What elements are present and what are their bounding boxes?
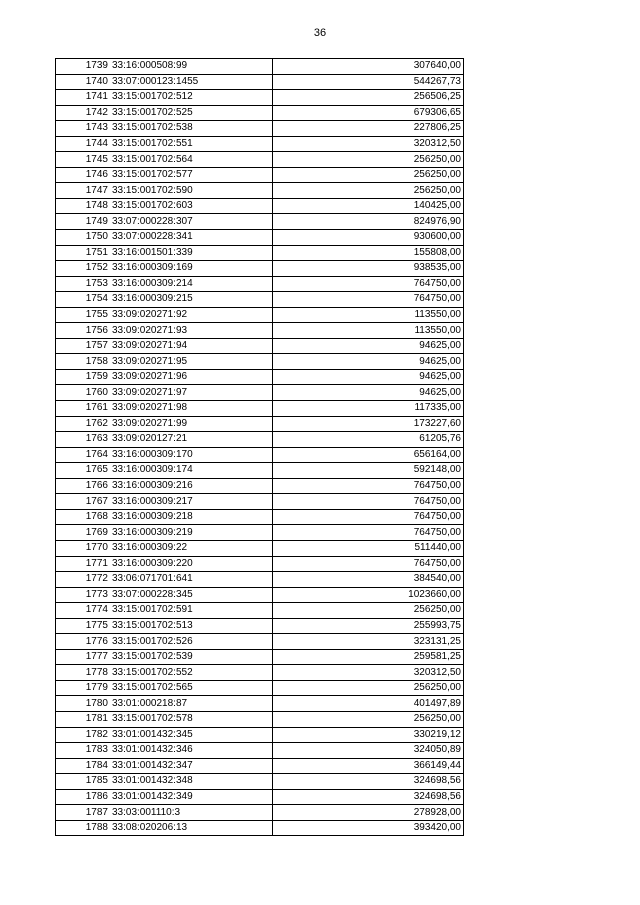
table-row: [56, 774, 464, 790]
table-row: [56, 369, 464, 385]
row-number-cell: 1774: [56, 603, 111, 619]
row-number-cell: 1766: [56, 478, 111, 494]
page-number: 36: [313, 27, 327, 39]
cadastral-number-cell: 33:15:001702:603: [110, 198, 273, 214]
cadastral-value-cell: 511440,00: [273, 540, 464, 556]
cadastral-number-cell: 33:01:000218:87: [110, 696, 273, 712]
table-row: [56, 245, 464, 261]
cadastral-number-cell: 33:09:020271:94: [110, 338, 273, 354]
cadastral-value-cell: 323131,25: [273, 634, 464, 650]
row-number-cell: 1759: [56, 369, 111, 385]
table-row: [56, 416, 464, 432]
row-number-cell: 1743: [56, 121, 111, 137]
table-row: [56, 478, 464, 494]
cadastral-value-cell: 255993,75: [273, 618, 464, 634]
table-row: [56, 401, 464, 417]
cadastral-value-cell: 94625,00: [273, 354, 464, 370]
cadastral-number-cell: 33:15:001702:590: [110, 183, 273, 199]
cadastral-value-cell: 393420,00: [273, 820, 464, 836]
table-row: [56, 307, 464, 323]
cadastral-number-cell: 33:07:000228:345: [110, 587, 273, 603]
row-number-cell: 1769: [56, 525, 111, 541]
table-row: [56, 447, 464, 463]
cadastral-number-cell: 33:01:001432:346: [110, 743, 273, 759]
cadastral-value-cell: 384540,00: [273, 572, 464, 588]
table-row: [56, 618, 464, 634]
cadastral-number-cell: 33:03:001110:3: [110, 805, 273, 821]
cadastral-value-cell: 278928,00: [273, 805, 464, 821]
row-number-cell: 1762: [56, 416, 111, 432]
cadastral-value-cell: 94625,00: [273, 385, 464, 401]
cadastral-value-cell: 256250,00: [273, 680, 464, 696]
cadastral-value-cell: 764750,00: [273, 478, 464, 494]
cadastral-number-cell: 33:07:000123:1455: [110, 74, 273, 90]
cadastral-value-cell: 94625,00: [273, 369, 464, 385]
row-number-cell: 1748: [56, 198, 111, 214]
cadastral-value-cell: 330219,12: [273, 727, 464, 743]
table-row: [56, 152, 464, 168]
cadastral-value-cell: 324050,89: [273, 743, 464, 759]
row-number-cell: 1780: [56, 696, 111, 712]
row-number-cell: 1764: [56, 447, 111, 463]
table-row: [56, 494, 464, 510]
cadastral-value-cell: 679306,65: [273, 105, 464, 121]
cadastral-number-cell: 33:16:000309:216: [110, 478, 273, 494]
cadastral-number-cell: 33:15:001702:578: [110, 711, 273, 727]
table-row: [56, 214, 464, 230]
cadastral-value-cell: 764750,00: [273, 525, 464, 541]
cadastral-value-cell: 324698,56: [273, 774, 464, 790]
cadastral-value-cell: 544267,73: [273, 74, 464, 90]
table-row: [56, 603, 464, 619]
table-row: [56, 230, 464, 246]
cadastral-value-cell: 324698,56: [273, 789, 464, 805]
table-row: [56, 509, 464, 525]
cadastral-number-cell: 33:16:001501:339: [110, 245, 273, 261]
cadastral-number-cell: 33:15:001702:539: [110, 649, 273, 665]
table-row: [56, 758, 464, 774]
table-row: [56, 198, 464, 214]
table-row: [56, 525, 464, 541]
cadastral-number-cell: 33:06:071701:641: [110, 572, 273, 588]
cadastral-number-cell: 33:16:000309:22: [110, 540, 273, 556]
cadastral-value-cell: 256250,00: [273, 183, 464, 199]
cadastral-number-cell: 33:15:001702:577: [110, 167, 273, 183]
row-number-cell: 1752: [56, 261, 111, 277]
cadastral-number-cell: 33:16:000309:220: [110, 556, 273, 572]
cadastral-number-cell: 33:16:000309:215: [110, 292, 273, 308]
table-row: [56, 276, 464, 292]
cadastral-number-cell: 33:07:000228:341: [110, 230, 273, 246]
cadastral-value-cell: 320312,50: [273, 665, 464, 681]
cadastral-value-cell: 764750,00: [273, 556, 464, 572]
table-row: [56, 463, 464, 479]
row-number-cell: 1775: [56, 618, 111, 634]
cadastral-number-cell: 33:15:001702:538: [110, 121, 273, 137]
cadastral-number-cell: 33:09:020271:99: [110, 416, 273, 432]
cadastral-number-cell: 33:15:001702:513: [110, 618, 273, 634]
table-row: [56, 338, 464, 354]
cadastral-number-cell: 33:16:000309:219: [110, 525, 273, 541]
table-row: [56, 805, 464, 821]
row-number-cell: 1740: [56, 74, 111, 90]
table-row: [56, 59, 464, 75]
cadastral-value-cell: 140425,00: [273, 198, 464, 214]
cadastral-value-cell: 592148,00: [273, 463, 464, 479]
cadastral-value-cell: 94625,00: [273, 338, 464, 354]
cadastral-number-cell: 33:16:000309:218: [110, 509, 273, 525]
row-number-cell: 1784: [56, 758, 111, 774]
cadastral-value-cell: 764750,00: [273, 494, 464, 510]
cadastral-value-cell: 173227,60: [273, 416, 464, 432]
row-number-cell: 1758: [56, 354, 111, 370]
cadastral-value-cell: 1023660,00: [273, 587, 464, 603]
row-number-cell: 1754: [56, 292, 111, 308]
cadastral-number-cell: 33:09:020271:96: [110, 369, 273, 385]
cadastral-number-cell: 33:09:020271:98: [110, 401, 273, 417]
row-number-cell: 1779: [56, 680, 111, 696]
cadastral-number-cell: 33:16:000309:169: [110, 261, 273, 277]
table-row: [56, 820, 464, 836]
table-row: [56, 789, 464, 805]
table-row: [56, 556, 464, 572]
row-number-cell: 1787: [56, 805, 111, 821]
table-row: [56, 711, 464, 727]
cadastral-value-cell: 764750,00: [273, 509, 464, 525]
cadastral-value-cell: 401497,89: [273, 696, 464, 712]
row-number-cell: 1753: [56, 276, 111, 292]
cadastral-value-cell: 320312,50: [273, 136, 464, 152]
cadastral-value-cell: 656164,00: [273, 447, 464, 463]
cadastral-value-cell: 117335,00: [273, 401, 464, 417]
cadastral-value-cell: 256250,00: [273, 711, 464, 727]
table-row: [56, 183, 464, 199]
row-number-cell: 1767: [56, 494, 111, 510]
row-number-cell: 1788: [56, 820, 111, 836]
cadastral-value-cell: 764750,00: [273, 292, 464, 308]
row-number-cell: 1760: [56, 385, 111, 401]
cadastral-value-cell: 764750,00: [273, 276, 464, 292]
row-number-cell: 1745: [56, 152, 111, 168]
cadastral-number-cell: 33:09:020271:97: [110, 385, 273, 401]
cadastral-number-cell: 33:15:001702:526: [110, 634, 273, 650]
cadastral-number-cell: 33:16:000309:217: [110, 494, 273, 510]
row-number-cell: 1746: [56, 167, 111, 183]
row-number-cell: 1749: [56, 214, 111, 230]
cadastral-value-cell: 307640,00: [273, 59, 464, 75]
row-number-cell: 1782: [56, 727, 111, 743]
cadastral-value-cell: 227806,25: [273, 121, 464, 137]
row-number-cell: 1741: [56, 90, 111, 106]
cadastral-number-cell: 33:15:001702:525: [110, 105, 273, 121]
table-row: [56, 634, 464, 650]
table-row: [56, 680, 464, 696]
row-number-cell: 1761: [56, 401, 111, 417]
cadastral-value-cell: 256250,00: [273, 152, 464, 168]
row-number-cell: 1757: [56, 338, 111, 354]
table-row: [56, 121, 464, 137]
row-number-cell: 1770: [56, 540, 111, 556]
table-row: [56, 696, 464, 712]
table-row: [56, 432, 464, 448]
cadastral-number-cell: 33:15:001702:551: [110, 136, 273, 152]
table-row: [56, 649, 464, 665]
cadastral-number-cell: 33:15:001702:564: [110, 152, 273, 168]
cadastral-value-cell: 259581,25: [273, 649, 464, 665]
cadastral-number-cell: 33:01:001432:348: [110, 774, 273, 790]
cadastral-number-cell: 33:16:000309:214: [110, 276, 273, 292]
row-number-cell: 1781: [56, 711, 111, 727]
row-number-cell: 1786: [56, 789, 111, 805]
cadastral-number-cell: 33:09:020271:95: [110, 354, 273, 370]
cadastral-value-cell: 256506,25: [273, 90, 464, 106]
table-body: [56, 59, 464, 836]
row-number-cell: 1765: [56, 463, 111, 479]
cadastral-value-cell: 824976,90: [273, 214, 464, 230]
cadastral-number-cell: 33:09:020271:93: [110, 323, 273, 339]
cadastral-number-cell: 33:15:001702:552: [110, 665, 273, 681]
cadastral-value-cell: 113550,00: [273, 307, 464, 323]
row-number-cell: 1772: [56, 572, 111, 588]
cadastral-number-cell: 33:09:020127:21: [110, 432, 273, 448]
row-number-cell: 1739: [56, 59, 111, 75]
table-row: [56, 665, 464, 681]
cadastral-number-cell: 33:16:000508:99: [110, 59, 273, 75]
table-row: [56, 74, 464, 90]
cadastral-value-cell: 61205,76: [273, 432, 464, 448]
cadastral-value-cell: 113550,00: [273, 323, 464, 339]
table-row: [56, 354, 464, 370]
row-number-cell: 1756: [56, 323, 111, 339]
table-row: [56, 136, 464, 152]
row-number-cell: 1744: [56, 136, 111, 152]
row-number-cell: 1750: [56, 230, 111, 246]
row-number-cell: 1742: [56, 105, 111, 121]
table-row: [56, 167, 464, 183]
row-number-cell: 1771: [56, 556, 111, 572]
table-row: [56, 540, 464, 556]
cadastral-number-cell: 33:08:020206:13: [110, 820, 273, 836]
row-number-cell: 1783: [56, 743, 111, 759]
cadastral-number-cell: 33:16:000309:170: [110, 447, 273, 463]
row-number-cell: 1773: [56, 587, 111, 603]
table-row: [56, 323, 464, 339]
cadastral-number-cell: 33:01:001432:349: [110, 789, 273, 805]
cadastral-number-cell: 33:16:000309:174: [110, 463, 273, 479]
cadastral-value-cell: 256250,00: [273, 167, 464, 183]
cadastral-value-cell: 938535,00: [273, 261, 464, 277]
cadastral-value-cell: 256250,00: [273, 603, 464, 619]
table-row: [56, 105, 464, 121]
table-row: [56, 385, 464, 401]
cadastral-value-table: [55, 58, 464, 836]
cadastral-number-cell: 33:01:001432:347: [110, 758, 273, 774]
row-number-cell: 1747: [56, 183, 111, 199]
table-row: [56, 743, 464, 759]
table-row: [56, 572, 464, 588]
row-number-cell: 1785: [56, 774, 111, 790]
row-number-cell: 1768: [56, 509, 111, 525]
table-row: [56, 587, 464, 603]
row-number-cell: 1763: [56, 432, 111, 448]
cadastral-number-cell: 33:15:001702:591: [110, 603, 273, 619]
cadastral-number-cell: 33:07:000228:307: [110, 214, 273, 230]
row-number-cell: 1777: [56, 649, 111, 665]
row-number-cell: 1755: [56, 307, 111, 323]
table-row: [56, 292, 464, 308]
row-number-cell: 1776: [56, 634, 111, 650]
cadastral-number-cell: 33:09:020271:92: [110, 307, 273, 323]
cadastral-value-cell: 155808,00: [273, 245, 464, 261]
table-row: [56, 727, 464, 743]
table-row: [56, 90, 464, 106]
cadastral-number-cell: 33:15:001702:512: [110, 90, 273, 106]
cadastral-value-cell: 366149,44: [273, 758, 464, 774]
cadastral-number-cell: 33:01:001432:345: [110, 727, 273, 743]
row-number-cell: 1751: [56, 245, 111, 261]
row-number-cell: 1778: [56, 665, 111, 681]
table-row: [56, 261, 464, 277]
cadastral-number-cell: 33:15:001702:565: [110, 680, 273, 696]
cadastral-value-cell: 930600,00: [273, 230, 464, 246]
